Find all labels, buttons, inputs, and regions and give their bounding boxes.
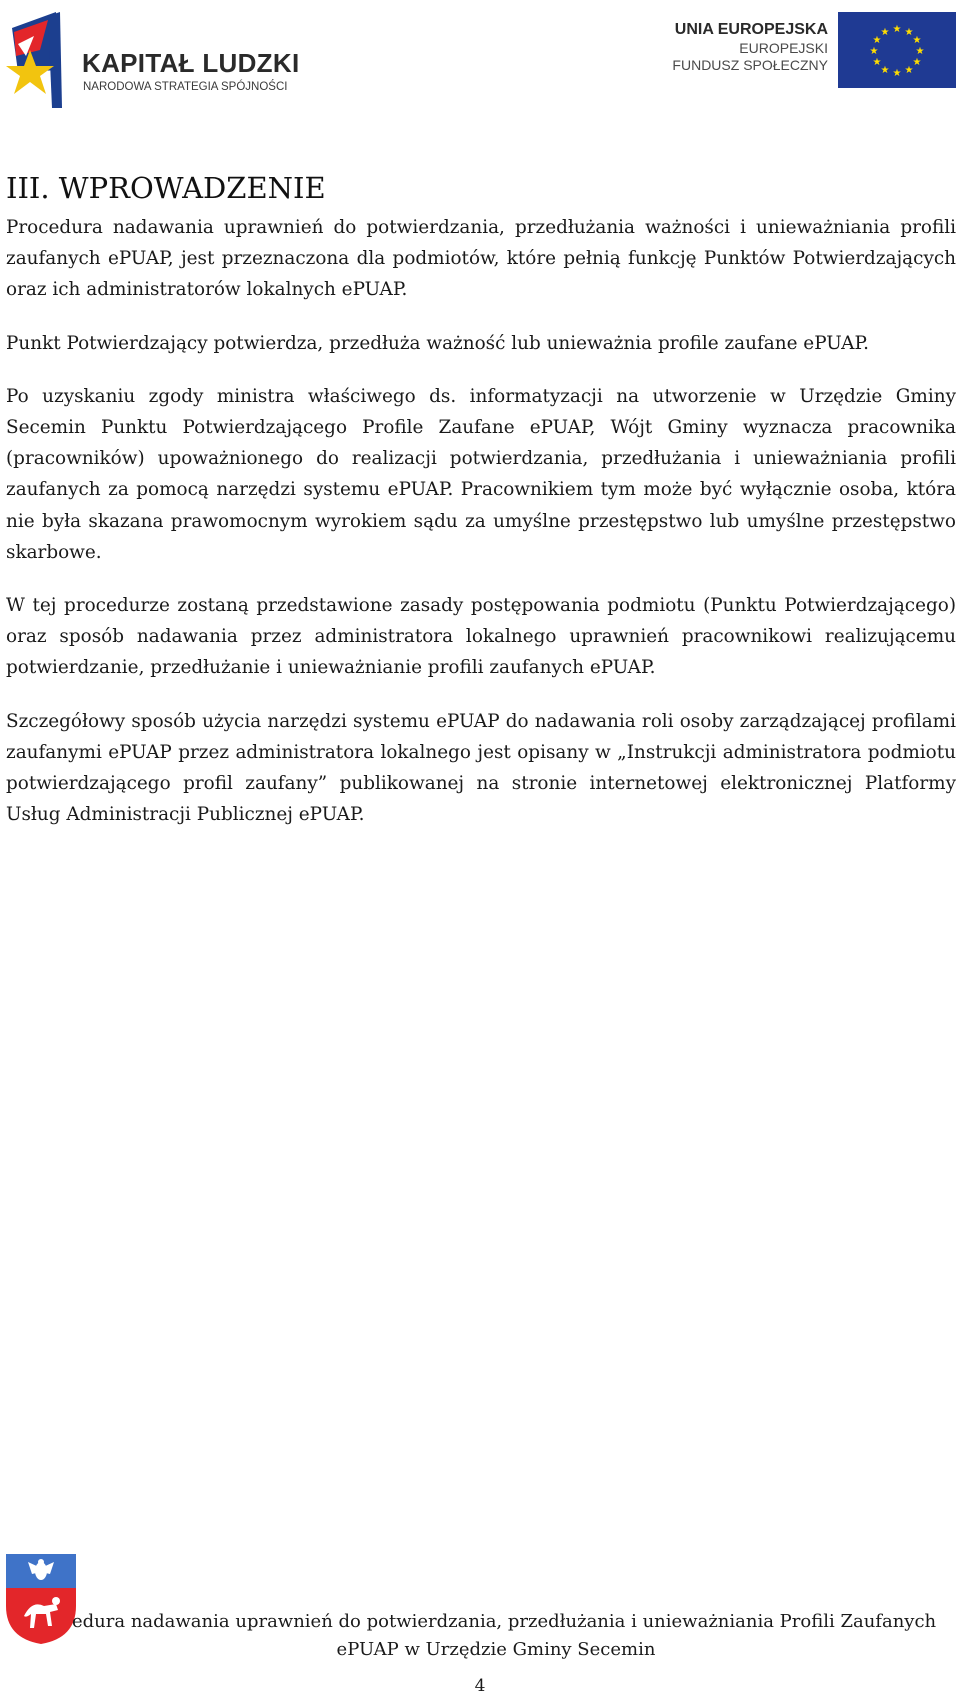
eu-logo	[650, 12, 956, 88]
eu-logo-line3: FUNDUSZ SPOŁECZNY	[672, 57, 828, 73]
svg-text:★: ★	[904, 27, 914, 38]
kapital-ludzki-emblem-icon	[4, 10, 74, 110]
footer-title	[72, 1608, 960, 1664]
paragraph-1: Procedura nadawania uprawnień do potwierdzania, przedłużania ważności i unieważniania profili zaufanych ePUAP, jest przeznaczona dla podmiotów, które pełnią funkcję Punktów Potwierdzających oraz ich administratorów lokalnych ePUAP.	[6, 217, 956, 301]
eu-flag-icon	[838, 12, 956, 88]
svg-text:★: ★	[880, 65, 890, 76]
paragraph-5: Szczegółowy sposób użycia narzędzi systemu ePUAP do nadawania roli osoby zarządzającej profilami zaufanymi ePUAP przez administratora lokalnego jest opisany w „Instrukcji administratora podmiotu potwierdzającego profil zaufany” publikowanej na stronie internetowej elektronicznej Platformy Usług Administracji Publicznej ePUAP.	[6, 710, 956, 826]
paragraph-2: Punkt Potwierdzający potwierdza, przedłuża ważność lub unieważnia profile zaufane ePUAP.	[6, 332, 869, 354]
svg-text:★: ★	[872, 35, 882, 46]
svg-text:★: ★	[892, 24, 902, 35]
page-number: 4	[474, 1676, 486, 1696]
paragraph-4: W tej procedurze zostaną przedstawione zasady postępowania podmiotu (Punktu Potwierdzającego) oraz sposób nadawania przez administratora lokalnego uprawnień pracownikowi realizującemu potwierdzanie, przedłużanie i unieważnianie profili zaufanych ePUAP.	[6, 595, 956, 679]
svg-text:★: ★	[872, 57, 882, 68]
kapital-ludzki-logo	[4, 10, 300, 110]
eu-logo-line1: UNIA EUROPEJSKA	[674, 21, 828, 38]
footer-title-line2: ePUAP w Urzędzie Gminy Secemin	[336, 1639, 656, 1660]
svg-text:★: ★	[915, 46, 925, 57]
svg-text:★: ★	[892, 68, 902, 79]
page-header	[0, 0, 960, 120]
eu-logo-text	[672, 20, 828, 74]
svg-text:★: ★	[912, 57, 922, 68]
eu-logo-line2: EUROPEJSKI	[739, 40, 828, 56]
svg-text:★: ★	[880, 27, 890, 38]
svg-text:★: ★	[869, 46, 879, 57]
kapital-ludzki-title: KAPITAŁ LUDZKI	[82, 48, 300, 78]
svg-text:★: ★	[912, 35, 922, 46]
svg-text:★: ★	[904, 65, 914, 76]
kapital-ludzki-subtitle: NARODOWA STRATEGIA SPÓJNOŚCI	[83, 81, 288, 93]
section-title: III. WPROWADZENIE	[6, 171, 326, 205]
main-content	[6, 170, 956, 852]
footer-title-line1: edura nadawania uprawnień do potwierdzania, przedłużania i unieważniania Profili Zaufanych	[72, 1611, 937, 1632]
page-footer	[0, 1550, 960, 1701]
paragraph-3: Po uzyskaniu zgody ministra właściwego ds. informatyzacji na utworzenie w Urzędzie Gminy Secemin Punktu Potwierdzającego Profile Zaufane ePUAP, Wójt Gminy wyznacza pracownika (pracowników) upoważnionego do realizacji potwierdzania, przedłużania i unieważniania profili zaufanych za pomocą narzędzi systemu ePUAP. Pracownikiem tym może być wyłącznie osoba, która nie była skazana prawomocnym wyrokiem sądu za umyślne przestępstwo lub umyślne przestępstwo skarbowe.	[6, 385, 956, 563]
coat-of-arms-icon	[6, 1554, 76, 1644]
